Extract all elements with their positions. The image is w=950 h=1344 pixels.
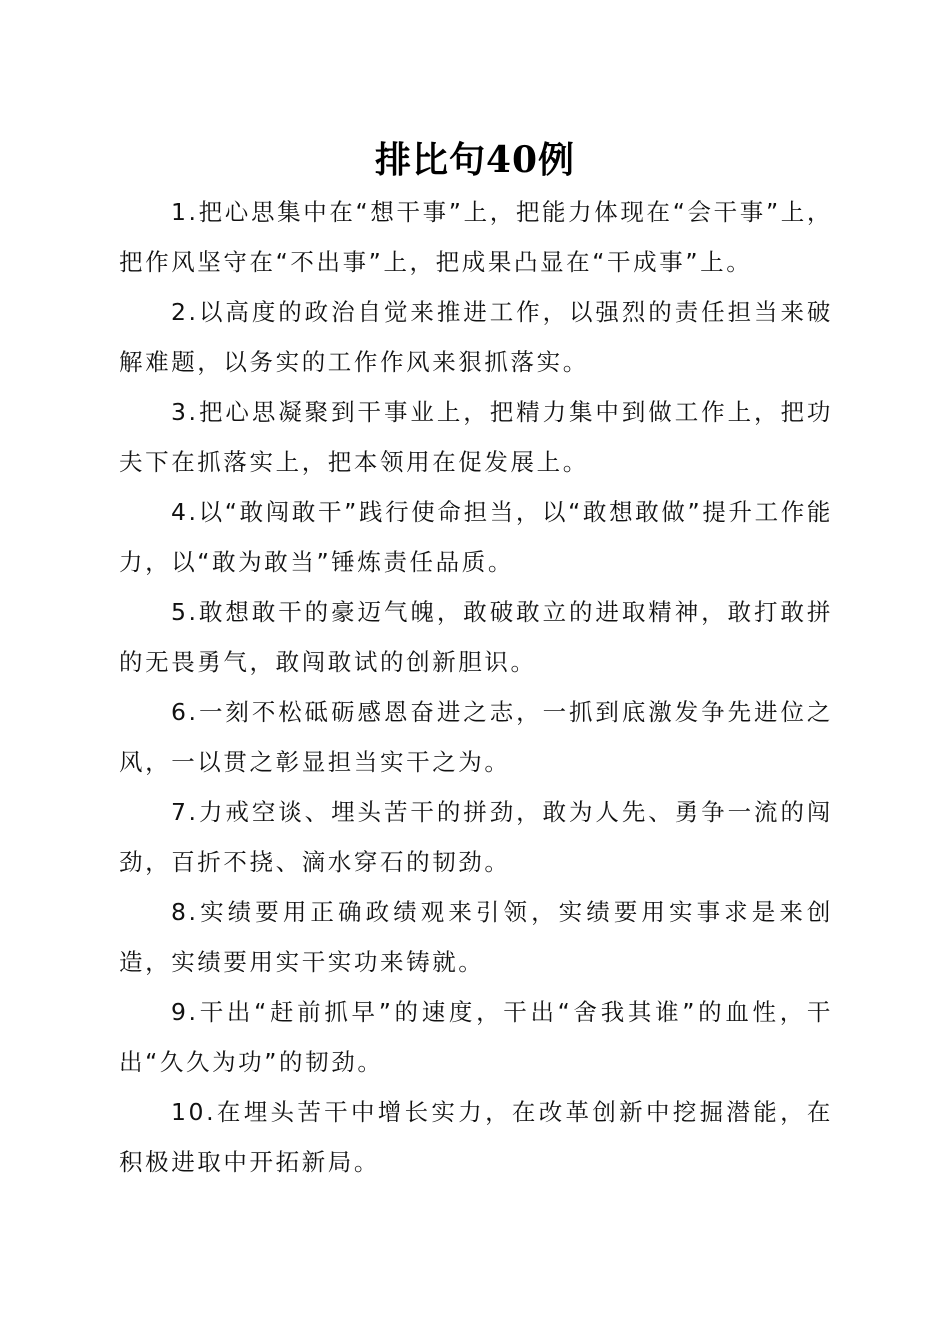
paragraph-3: 3.把心思凝聚到干事业上，把精力集中到做工作上，把功夫下在抓落实上，把本领用在促发展上。 (119, 398, 833, 476)
paragraph-6: 6.一刻不松砥砺感恩奋进之志，一抓到底激发争先进位之风，一以贯之彰显担当实干之为。 (119, 698, 833, 776)
paragraph-7: 7.力戒空谈、埋头苦干的拼劲，敢为人先、勇争一流的闯劲，百折不挠、滴水穿石的韧劲。 (119, 798, 833, 876)
paragraph-10: 10.在埋头苦干中增长实力，在改革创新中挖掘潜能，在积极进取中开拓新局。 (119, 1098, 833, 1176)
paragraph-8: 8.实绩要用正确政绩观来引领，实绩要用实事求是来创造，实绩要用实干实功来铸就。 (119, 898, 833, 976)
paragraph-4: 4.以“敢闯敢干”践行使命担当，以“敢想敢做”提升工作能力，以“敢为敢当”锤炼责任品质。 (119, 498, 833, 576)
paragraph-1: 1.把心思集中在“想干事”上，把能力体现在“会干事”上，把作风坚守在“不出事”上，把成果凸显在“干成事”上。 (119, 198, 833, 276)
document-body (119, 187, 833, 1187)
paragraph-2: 2.以高度的政治自觉来推进工作，以强烈的责任担当来破解难题，以务实的工作作风来狠抓落实。 (119, 298, 833, 376)
document-title: 排比句40例 (374, 139, 576, 181)
paragraph-5: 5.敢想敢干的豪迈气魄，敢破敢立的进取精神，敢打敢拼的无畏勇气，敢闯敢试的创新胆识。 (119, 598, 833, 676)
paragraph-9: 9.干出“赶前抓早”的速度，干出“舍我其谁”的血性，干出“久久为功”的韧劲。 (119, 998, 833, 1076)
